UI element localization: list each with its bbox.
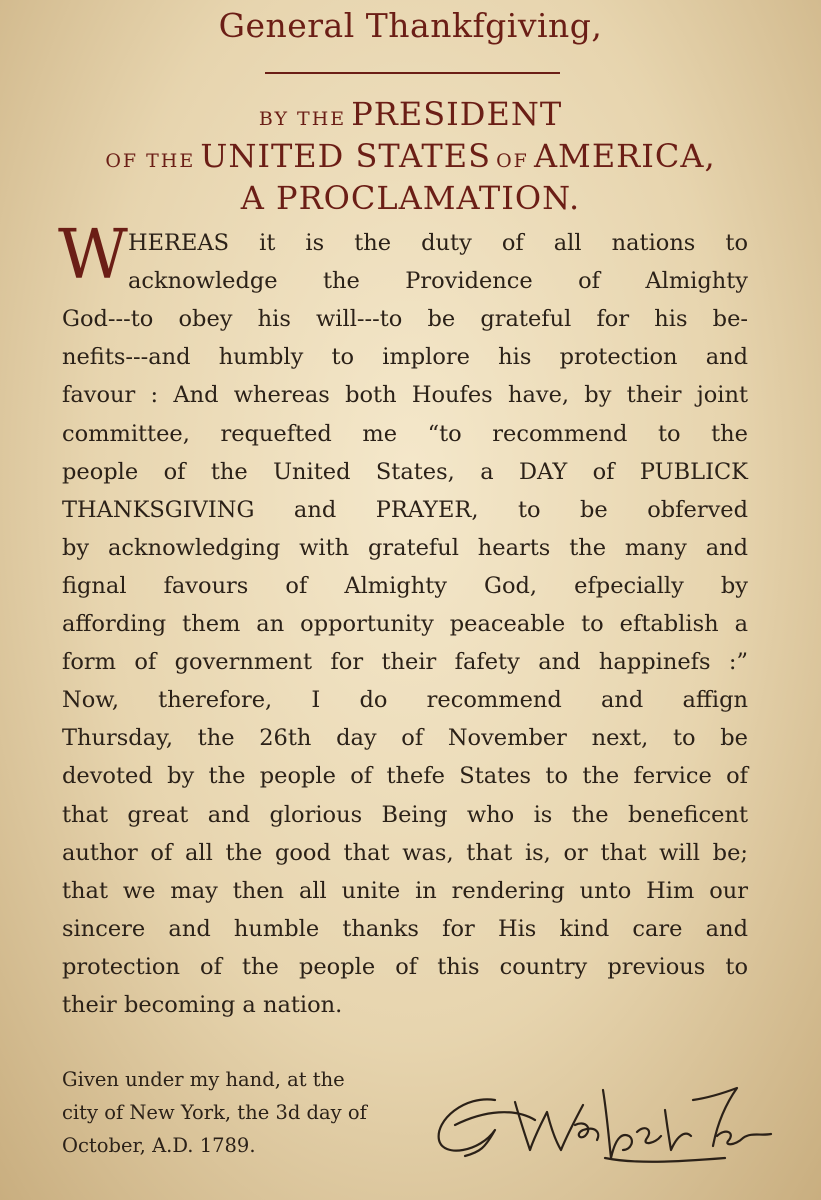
body-line: nefits---and humbly to implore his protection and: [62, 344, 748, 371]
body-line: their becoming a nation.: [62, 992, 343, 1018]
body-line: THANKSGIVING and PRAYER, to be obferved: [62, 496, 748, 523]
body-line: committee, requefted me “to recommend to the: [62, 420, 748, 447]
body-line: that great and glorious Being who is the beneficent: [62, 801, 748, 828]
heading-america: AMERICA,: [533, 137, 716, 175]
drop-cap: W: [58, 216, 128, 295]
closing-line: October, A.D. 1789.: [62, 1134, 256, 1157]
body-line: by acknowledging with grateful hearts the many and: [62, 534, 748, 561]
body-line: protection of the people of this country previous to: [62, 953, 748, 980]
body-line: HEREAS it is the duty of all nations to: [128, 230, 748, 256]
body-line: fignal favours of Almighty God, efpecially by: [62, 572, 748, 599]
heading-line-2: [0, 137, 821, 175]
heading-of: OF: [496, 150, 529, 172]
heading-by-the: BY THE: [258, 108, 347, 130]
heading-proclamation: A PROCLAMATION.: [240, 179, 581, 217]
body-line: Now, therefore, I do recommend and affign: [62, 687, 748, 714]
signature-drawing: [425, 1080, 775, 1170]
body-line: form of government for their fafety and happinefs :”: [62, 649, 748, 676]
body-line: people of the United States, a DAY of PUBLICK: [62, 458, 748, 485]
signature-icon: [425, 1080, 775, 1170]
heading-of-the: OF THE: [105, 150, 196, 172]
heading-united-states: UNITED STATES: [200, 137, 491, 175]
heading-line-1: [0, 95, 821, 133]
body-line: devoted by the people of thefe States to the fervice of: [62, 763, 748, 790]
closing-line: city of New York, the 3d day of: [62, 1101, 367, 1124]
body-line: affording them an opportunity peaceable to eftablish a: [62, 611, 748, 637]
body-line: acknowledge the Providence of Almighty: [128, 268, 748, 295]
body-line: that we may then all unite in rendering unto Him our: [62, 877, 748, 904]
body-line: God---to obey his will---to be grateful for his be-: [62, 306, 748, 333]
heading-president: PRESIDENT: [351, 95, 563, 133]
body-line: sincere and humble thanks for His kind care and: [62, 915, 748, 942]
closing-line: Given under my hand, at the: [62, 1068, 345, 1091]
page-title: General Thankfgiving,: [218, 6, 603, 45]
body-line: author of all the good that was, that is, or that will be;: [62, 839, 748, 866]
body-line: favour : And whereas both Houfes have, by their joint: [62, 382, 748, 409]
body-line: Thursday, the 26th day of November next, to be: [62, 725, 748, 752]
title-divider: [265, 72, 560, 74]
